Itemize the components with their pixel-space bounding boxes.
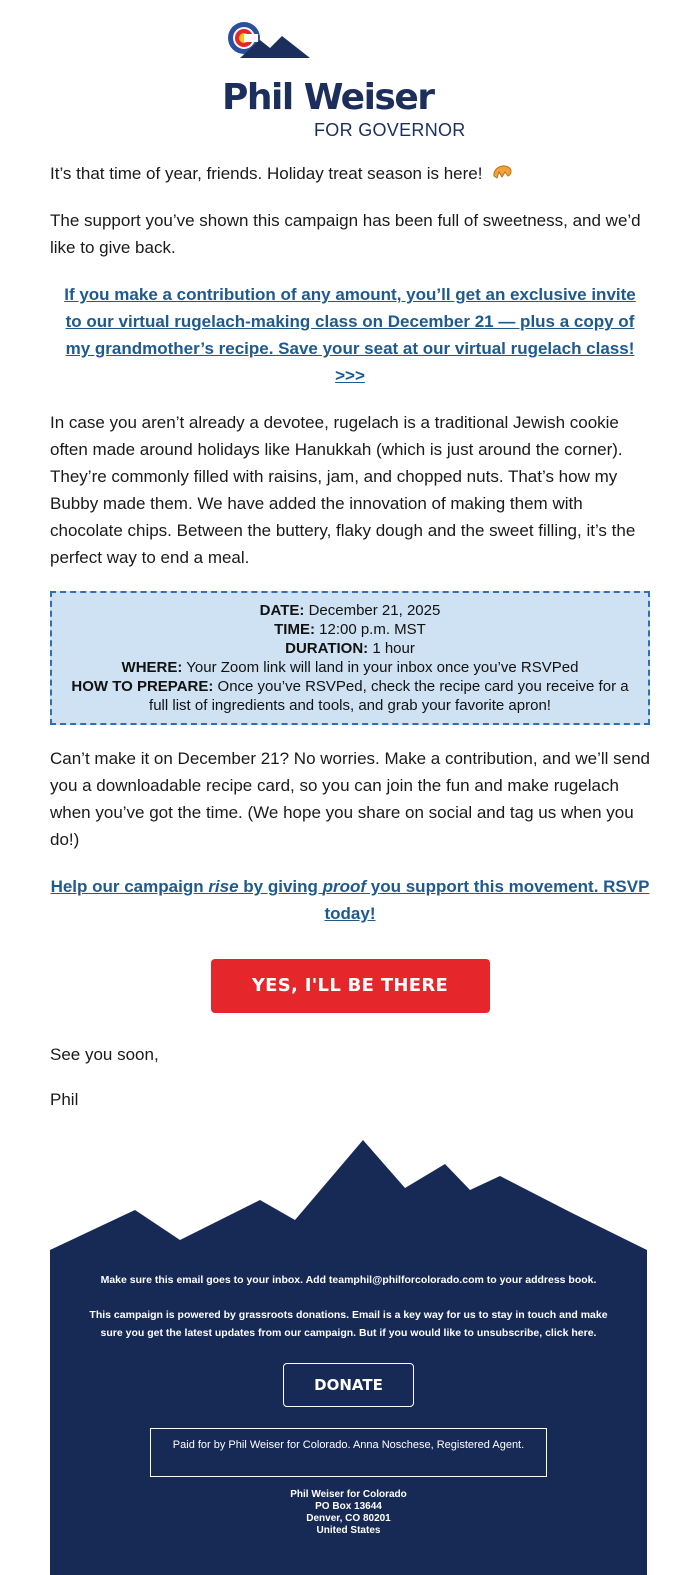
where-value: Your Zoom link will land in your inbox once you’ve RSVPed — [186, 659, 579, 676]
signature: Phil — [50, 1090, 79, 1109]
where-label: WHERE: — [121, 659, 183, 676]
where-line — [62, 658, 638, 677]
grassroots-note — [80, 1306, 617, 1342]
rsvp-link-part3: you support this movement. RSVP today! — [324, 877, 650, 923]
address-line-4: United States — [316, 1525, 381, 1536]
duration-value: 1 hour — [372, 640, 415, 657]
time-line — [62, 620, 638, 639]
rsvp-link-part2: by giving — [238, 877, 323, 896]
email-body — [50, 160, 650, 1113]
date-value: December 21, 2025 — [308, 602, 441, 619]
grassroots-note-end: . — [593, 1327, 597, 1339]
rsvp-link-rise: rise — [208, 877, 239, 896]
prepare-label: HOW TO PREPARE: — [71, 678, 214, 695]
event-details-box — [50, 591, 650, 725]
signoff: See you soon, — [50, 1045, 159, 1064]
cta-button-wrap — [50, 959, 650, 1013]
support-paragraph: The support you’ve shown this campaign has been full of sweetness, and we’d like to give back. — [50, 211, 641, 257]
address-line-2: PO Box 13644 — [315, 1501, 382, 1512]
prepare-value: Once you’ve RSVPed, check the recipe card you receive for a full list of ingredients and tools, and grab your favorite apron! — [149, 678, 629, 714]
campaign-logo — [222, 20, 482, 140]
yes-ill-be-there-button[interactable]: YES, I'LL BE THERE — [211, 959, 490, 1013]
rsvp-link-part1: Help our campaign — [50, 877, 209, 896]
logo-subtitle: FOR GOVERNOR — [314, 120, 466, 140]
colorado-mountain-logo-icon — [226, 20, 316, 64]
address-book-note: Make sure this email goes to your inbox. Add teamphil@philforcolorado.com to your address book. — [100, 1274, 597, 1286]
paid-for-disclaimer: Paid for by Phil Weiser for Colorado. Anna Noschese, Registered Agent. — [150, 1428, 547, 1477]
intro-paragraph — [50, 160, 650, 187]
donate-button[interactable]: DONATE — [283, 1363, 414, 1407]
date-line — [62, 601, 638, 620]
prepare-line — [62, 677, 638, 715]
logo-name: Phil Weiser — [222, 77, 434, 118]
rsvp-link-proof: proof — [322, 877, 367, 896]
croissant-emoji-icon — [491, 163, 513, 183]
rugelach-paragraph: In case you aren’t already a devotee, rugelach is a traditional Jewish cookie often made around holidays like Hanukkah (which is just around the corner). They’re commonly filled with raisins, jam, and chopped nuts. That’s how my Bubby made them. We have added the innovation of making them with chocolate chips. Between the buttery, flaky dough and the sweet filling, it’s the perfect way to end a meal. — [50, 413, 636, 567]
address-line-3: Denver, CO 80201 — [306, 1513, 391, 1524]
footer — [50, 1140, 647, 1575]
time-label: TIME: — [274, 621, 315, 638]
offer-link[interactable]: If you make a contribution of any amount, you’ll get an exclusive invite to our virtual rugelach-making class on December 21 — plus a copy of my grandmother’s recipe. Save your seat at our virtual rugelach class! >>> — [64, 285, 636, 385]
cant-make-it-paragraph: Can’t make it on December 21? No worries. Make a contribution, and we’ll send you a downloadable recipe card, so you can join the fun and make rugelach when you’ve got the time. (We hope you share on social and tag us when you do!) — [50, 749, 651, 849]
intro-text: It’s that time of year, friends. Holiday treat season is here! — [50, 164, 483, 183]
date-label: DATE: — [259, 602, 305, 619]
time-value: 12:00 p.m. MST — [319, 621, 426, 638]
address-line-1: Phil Weiser for Colorado — [290, 1489, 407, 1500]
duration-label: DURATION: — [285, 640, 369, 657]
grassroots-note-text: This campaign is powered by grassroots donations. Email is a key way for us to stay in touch and make sure you get the latest updates from our campaign. But if you would like to — [89, 1309, 608, 1339]
rsvp-link[interactable] — [50, 873, 650, 927]
mountain-silhouette-icon — [50, 1140, 647, 1260]
unsubscribe-link[interactable]: unsubscribe, click here — [476, 1327, 594, 1339]
duration-line — [62, 639, 638, 658]
